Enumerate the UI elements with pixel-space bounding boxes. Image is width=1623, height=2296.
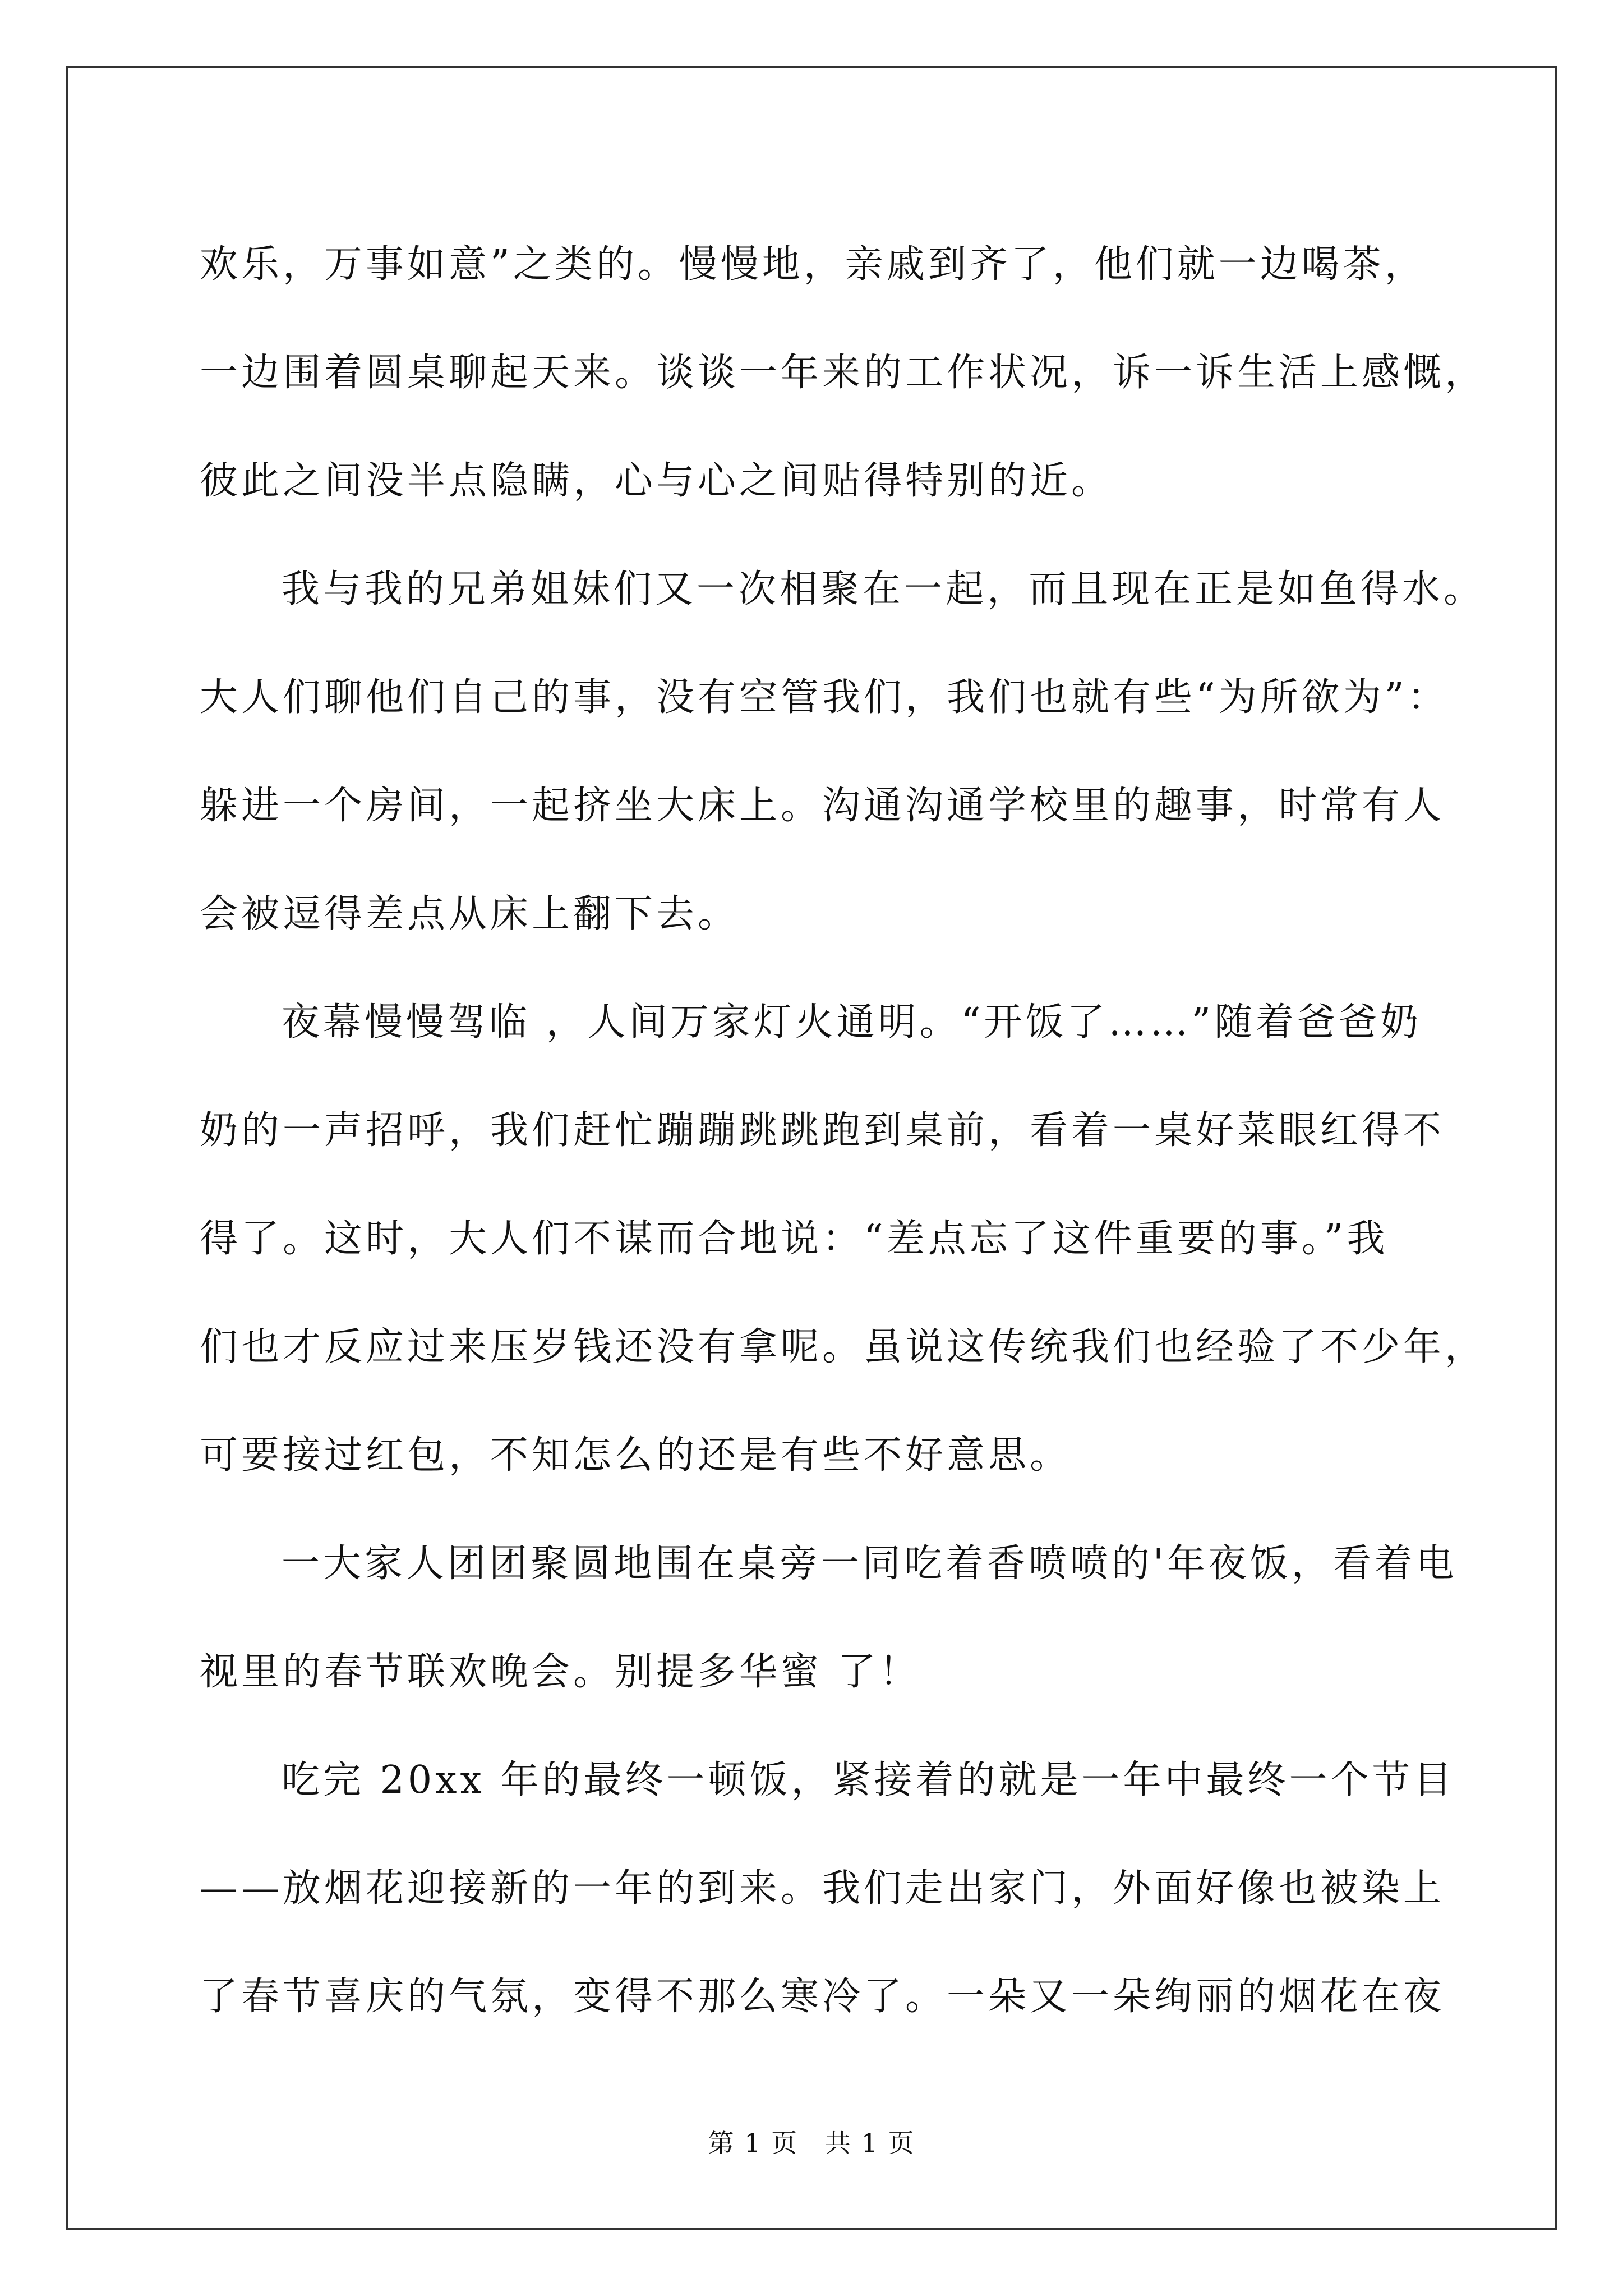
text-line: 得了。这时，大人们不谋而合地说：“差点忘了这件重要的事。”我 [200,1217,1389,1261]
text-line: 欢乐，万事如意”之类的。慢慢地，亲戚到齐了，他们就一边喝茶， [200,242,1426,287]
text-line: 大人们聊他们自己的事，没有空管我们，我们也就有些“为所欲为”： [200,675,1449,720]
text-line: 们也才反应过来压岁钱还没有拿呢。虽说这传统我们也经验了不少年， [200,1325,1487,1369]
text-line: 可要接过红包，不知怎么的还是有些不好意思。 [200,1433,1072,1478]
paragraph-start-line: 一大家人团团聚圆地围在桌旁一同吃着香喷喷的'年夜饭，看着电 [282,1542,1458,1586]
paragraph-start-line: 吃完 20xx 年的最终一顿饭，紧接着的就是一年中最终一个节目 [282,1758,1455,1802]
text-line: 会被逗得差点从床上翻下去。 [200,892,740,936]
page-number-footer: 第 1 页 共 1 页 [708,2128,915,2158]
text-line: 躲进一个房间，一起挤坐大床上。沟通沟通学校里的趣事，时常有人 [200,784,1445,828]
text-line: 奶的一声招呼，我们赶忙蹦蹦跳跳跑到桌前，看着一桌好菜眼红得不 [200,1108,1445,1153]
paragraph-start-line: 我与我的兄弟姐妹们又一次相聚在一起，而且现在正是如鱼得水。 [282,567,1486,611]
text-line: 彼此之间没半点隐瞒，心与心之间贴得特别的近。 [200,459,1113,503]
document-body [200,210,1487,2051]
text-line: 了春节喜庆的气氛，变得不那么寒冷了。一朵又一朵绚丽的烟花在夜 [200,1975,1445,2019]
text-line: 视里的春节联欢晚会。别提多华蜜 了！ [200,1650,921,1694]
text-line: 一边围着圆桌聊起天来。谈谈一年来的工作状况，诉一诉生活上感慨， [200,351,1487,395]
paragraph-start-line: 夜幕慢慢驾临 ，人间万家灯火通明。“开饭了……”随着爸爸奶 [282,1000,1422,1045]
text-line: ——放烟花迎接新的一年的到来。我们走出家门，外面好像也被染上 [200,1866,1445,1911]
